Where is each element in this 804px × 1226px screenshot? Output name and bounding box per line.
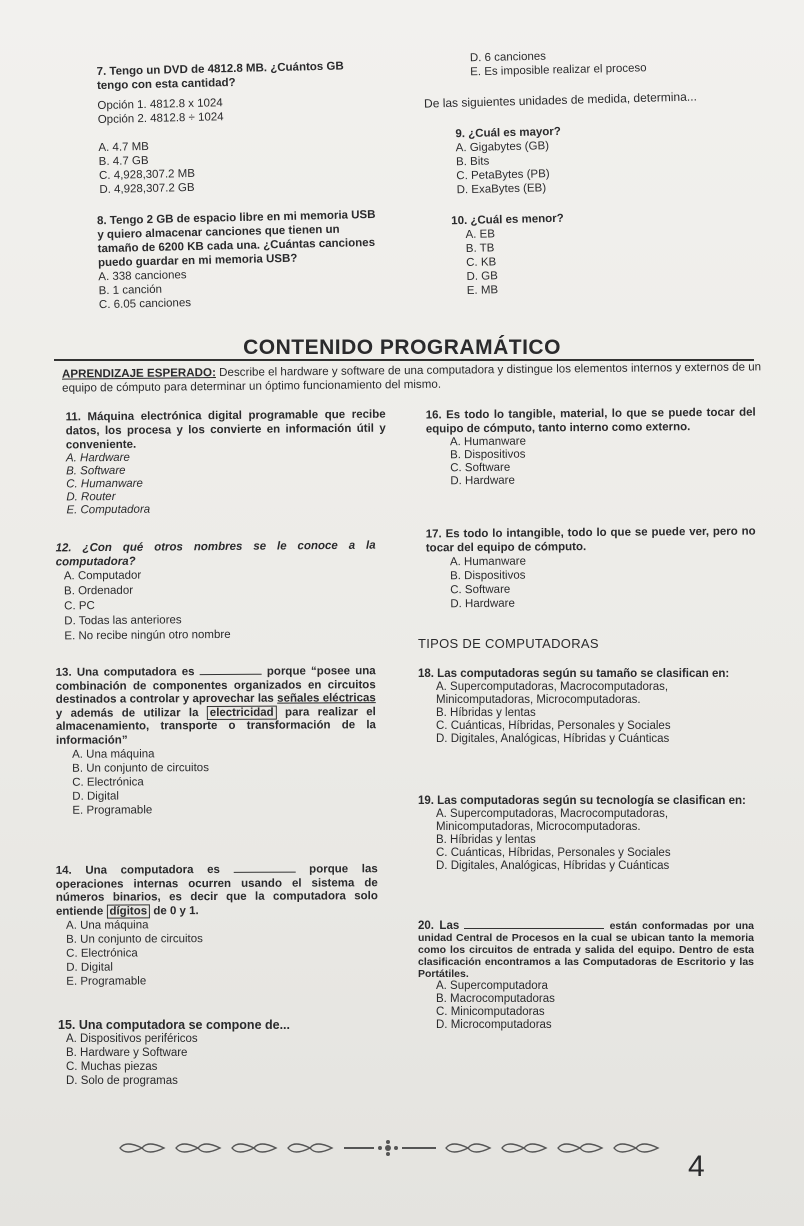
answer-option[interactable]: B. Bits — [455, 155, 490, 169]
chain-link-icon — [120, 1144, 164, 1152]
answer-option[interactable]: D. Digitales, Analógicas, Híbridas y Cuánticas — [436, 860, 670, 872]
question-8 — [97, 208, 381, 312]
question-16 — [426, 406, 757, 489]
section-intro: De las siguientes unidades de medida, determina... — [423, 89, 697, 111]
learning-objective — [62, 360, 762, 395]
chain-link-icon — [558, 1144, 602, 1152]
question-16-text: 16. Es todo lo tangible, material, lo que se puede tocar del equipo de cómputo, tanto interno como externo. — [425, 406, 756, 436]
question-15 — [58, 1018, 378, 1088]
question-20-text — [418, 918, 754, 980]
answer-option[interactable]: C. PetaBytes (PB) — [456, 168, 550, 183]
question-9-text: 9. ¿Cuál es mayor? — [455, 125, 561, 141]
question-14-part-a: 14. Una computadora es — [55, 863, 220, 877]
answer-option[interactable]: C. Cuánticas, Híbridas, Personales y Sociales — [436, 720, 671, 732]
question-7 — [97, 59, 368, 197]
answer-option[interactable]: C. Software — [450, 583, 511, 597]
answer-option[interactable]: A. Gigabytes (GB) — [455, 140, 550, 155]
question-13-part-f: para realizar el almacenamiento, transporte o transformación de la información” — [55, 705, 376, 747]
chain-link-icon — [614, 1144, 658, 1152]
question-15-text: 15. Una computadora se compone de... — [58, 1018, 291, 1032]
answer-option[interactable]: A. Supercomputadora — [436, 980, 548, 992]
answer-option[interactable]: D. Solo de programas — [66, 1075, 178, 1087]
question-19-text: 19. Las computadoras según su tecnología se clasifican en: — [418, 795, 746, 807]
page-number: 4 — [688, 1150, 705, 1183]
answer-option[interactable]: D. GB — [466, 270, 498, 283]
chain-link-icon — [502, 1144, 546, 1152]
answer-option[interactable]: D. 4,928,307.2 GB — [99, 181, 195, 197]
answer-option[interactable]: D. Microcomputadoras — [436, 1019, 552, 1031]
question-8-continued — [470, 45, 761, 80]
answer-option[interactable]: A. EB — [465, 228, 496, 241]
answer-option[interactable]: B. Dispositivos — [450, 569, 526, 583]
answer-option[interactable]: E. No recibe ningún otro nombre — [64, 628, 231, 643]
answer-option[interactable]: E. Programable — [66, 975, 147, 988]
question-17 — [426, 525, 757, 612]
answer-blank[interactable] — [200, 664, 262, 675]
answer-option[interactable]: C. Muchas piezas — [66, 1061, 158, 1073]
answer-blank[interactable] — [464, 918, 604, 929]
question-7-option-1: Opción 1. 4812.8 x 1024 — [97, 97, 223, 113]
question-20-part-a: 20. Las — [418, 920, 460, 932]
answer-option[interactable]: C. KB — [466, 256, 497, 269]
chain-link-icon — [446, 1144, 490, 1152]
flower-ornament-icon — [344, 1140, 436, 1156]
question-12 — [56, 539, 377, 645]
question-14-text — [56, 861, 378, 919]
chain-link-icon — [288, 1144, 332, 1152]
answer-option[interactable]: C. 6.05 canciones — [98, 297, 192, 312]
answer-option[interactable]: D. ExaBytes (EB) — [456, 182, 547, 197]
question-7-text: 7. Tengo un DVD de 4812.8 MB. ¿Cuántos GB tengo con esta cantidad? — [96, 60, 344, 93]
answer-option[interactable]: C. PC — [64, 600, 95, 613]
question-20 — [418, 918, 754, 1032]
answer-option[interactable]: B. Macrocomputadoras — [436, 993, 555, 1005]
question-10-text: 10. ¿Cuál es menor? — [451, 212, 564, 228]
question-19 — [418, 794, 758, 873]
answer-option[interactable]: D. Router — [66, 490, 116, 504]
question-7-option-2: Opción 2. 4812.8 ÷ 1024 — [97, 111, 224, 127]
answer-option[interactable]: D. Hardware — [450, 474, 515, 488]
answer-option[interactable]: A. Una máquina — [65, 919, 149, 932]
answer-option[interactable]: B. Dispositivos — [450, 448, 526, 462]
question-18 — [418, 667, 758, 746]
answer-option[interactable]: A. Una máquina — [72, 748, 155, 761]
question-13-part-d: y además de utilizar la — [55, 706, 199, 720]
question-8-text: 8. Tengo 2 GB de espacio libre en mi memoria USB y quiero almacenar canciones que tienen un tamaño de 6200 KB cada una. ¿Cuántas canciones puedo guardar en mi memoria USB? — [96, 208, 376, 270]
answer-option[interactable]: B. Ordenador — [63, 584, 134, 598]
question-14-part-e: de 0 y 1. — [153, 904, 199, 917]
question-9 — [455, 123, 657, 198]
learning-objective-text: Describe el hardware y software de una computadora y distingue los elementos internos y externos de un equipo de cómputo para determinar un óptimo funcionamiento del mismo. — [62, 360, 762, 395]
answer-option[interactable]: C. Electrónica — [72, 776, 144, 789]
page-title: CONTENIDO PROGRAMÁTICO — [243, 336, 561, 359]
answer-option[interactable]: C. Electrónica — [66, 947, 138, 960]
answer-option[interactable]: C. Cuánticas, Híbridas, Personales y Sociales — [436, 847, 671, 859]
answer-option[interactable]: C. Humanware — [66, 477, 143, 491]
learning-objective-label: APRENDIZAJE ESPERADO: — [61, 366, 216, 381]
answer-option[interactable]: A. Supercomputadoras, Macrocomputadoras, Minicomputadoras, Microcomputadoras. — [436, 808, 669, 833]
answer-option[interactable]: C. Minicomputadoras — [436, 1006, 545, 1018]
answer-option[interactable]: A. Hardware — [65, 451, 130, 465]
answer-option[interactable]: B. Un conjunto de circuitos — [72, 762, 209, 775]
answer-option[interactable]: B. Un conjunto de circuitos — [66, 933, 203, 946]
answer-option[interactable]: D. 6 canciones — [469, 50, 547, 65]
question-17-text: 17. Es todo lo intangible, todo lo que se puede ver, pero no tocar del equipo de cómputo. — [425, 525, 756, 555]
answer-option[interactable]: B. 1 canción — [98, 283, 163, 298]
question-14-part-c: sistema de números binarios, es decir que la computadora solo entiende — [55, 876, 378, 918]
answer-option[interactable]: D. Digitales, Analógicas, Híbridas y Cuánticas — [436, 733, 670, 745]
answer-option[interactable]: B. Híbridas y lentas — [436, 707, 536, 719]
answer-blank[interactable] — [233, 862, 295, 873]
question-20-part-b: están conformadas por una unidad Central de Procesos en la cual se ubican tanto la memoria como los circuitos de entrada y salida del equipo. Dentro de esta clasificación encontramos a las Computadoras de Escritorio y las Portátiles. — [418, 920, 755, 980]
answer-option[interactable]: D. Digital — [72, 790, 119, 803]
question-13-text — [56, 663, 376, 748]
answer-option[interactable]: B. 4.7 GB — [98, 154, 149, 169]
chain-link-icon — [176, 1144, 220, 1152]
answer-option[interactable]: A. Supercomputadoras, Macrocomputadoras, Minicomputadoras, Microcomputadoras. — [436, 681, 669, 706]
answer-option[interactable]: B. Hardware y Software — [66, 1047, 188, 1059]
section-subtitle: TIPOS DE COMPUTADORAS — [418, 636, 599, 651]
question-13-part-b: porque “posee una combinación de componentes organizados en circuitos destinados a controlar y aprovechar las — [55, 665, 376, 706]
answer-option[interactable]: C. Software — [450, 461, 511, 475]
answer-option[interactable]: B. Híbridas y lentas — [436, 834, 536, 846]
chain-link-icon — [232, 1144, 276, 1152]
answer-option[interactable]: B. TB — [465, 242, 495, 255]
question-14-part-d: dígitos — [106, 904, 150, 918]
answer-option[interactable]: A. Dispositivos periféricos — [66, 1033, 198, 1045]
question-13-part-a: 13. Una computadora es — [55, 666, 195, 679]
answer-option[interactable]: C. 4,928,307.2 MB — [98, 167, 196, 183]
answer-option[interactable]: E. Computadora — [66, 503, 151, 517]
answer-option[interactable]: A. 338 canciones — [98, 269, 187, 284]
question-10 — [451, 210, 653, 299]
answer-option[interactable]: A. Humanware — [449, 555, 527, 569]
question-13-part-c: señales eléctricas — [277, 692, 376, 705]
decorative-border — [116, 1140, 661, 1156]
answer-option[interactable]: D. Hardware — [450, 597, 515, 611]
answer-option[interactable]: E. Es imposible realizar el proceso — [470, 62, 647, 79]
question-13-part-e: electricidad — [207, 705, 277, 719]
answer-option[interactable]: A. 4.7 MB — [98, 140, 150, 155]
answer-option[interactable]: B. Software — [66, 464, 126, 478]
answer-option[interactable]: E. MB — [466, 284, 499, 297]
question-11 — [66, 408, 387, 518]
answer-option[interactable]: D. Digital — [66, 961, 113, 974]
question-14 — [56, 861, 379, 989]
answer-option[interactable]: D. Todas las anteriores — [64, 614, 182, 628]
answer-option[interactable]: A. Humanware — [449, 435, 527, 449]
question-11-text: 11. Máquina electrónica digital programable que recibe datos, los procesa y los convierte en información útil y conveniente. — [65, 408, 386, 452]
question-14-part-b: porque las operaciones internas ocurren usando el — [55, 863, 378, 891]
question-18-text: 18. Las computadoras según su tamaño se clasifican en: — [418, 668, 730, 680]
answer-option[interactable]: A. Computador — [63, 569, 142, 583]
question-13 — [56, 663, 377, 818]
answer-option[interactable]: E. Programable — [72, 804, 153, 817]
question-12-text: 12. ¿Con qué otros nombres se le conoce a la computadora? — [55, 539, 376, 569]
